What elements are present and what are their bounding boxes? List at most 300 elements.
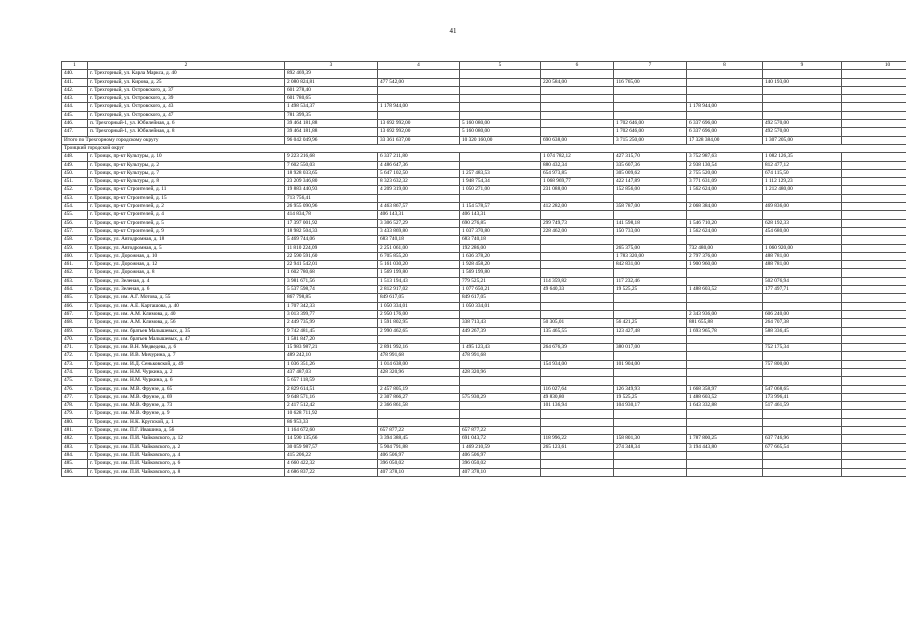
table-row — [62, 327, 906, 335]
amount-cell — [541, 460, 614, 468]
amount-cell: 1 037 370,80 — [460, 227, 541, 235]
amount-cell — [378, 377, 460, 385]
table-row — [62, 70, 906, 78]
row-number: 441. — [62, 78, 88, 86]
row-number: 444. — [62, 103, 88, 111]
amount-cell: 5 161 030,20 — [378, 261, 460, 269]
amount-cell — [460, 194, 541, 202]
row-number: 480. — [62, 418, 88, 426]
table-row — [62, 153, 906, 161]
amount-cell: 23 209 346,80 — [285, 178, 378, 186]
amount-cell — [842, 344, 906, 352]
amount-cell — [842, 352, 906, 360]
amount-cell — [842, 418, 906, 426]
table-row — [62, 211, 906, 219]
address-cell: г. Трехгорный, ул. Карла Маркса, д. 40 — [88, 70, 285, 78]
register-table — [61, 61, 906, 477]
amount-cell: 427 315,70 — [614, 153, 687, 161]
address-cell: г. Троицк, ул. Дорожная, д. 10 — [88, 252, 285, 260]
address-cell: г. Троицк, ул. им. П.И. Чайковского, д. 6 — [88, 460, 285, 468]
amount-cell — [378, 111, 460, 119]
amount-cell: 677 665,54 — [763, 443, 842, 451]
table-row — [62, 103, 906, 111]
amount-cell — [763, 468, 842, 476]
amount-cell — [763, 377, 842, 385]
row-number: 451. — [62, 178, 88, 186]
table-row — [62, 252, 906, 260]
amount-cell: 39 464 181,88 — [285, 128, 378, 136]
amount-cell: 1 112 129,23 — [763, 178, 842, 186]
amount-cell: 412 282,00 — [541, 203, 614, 211]
amount-cell: 50 305,01 — [541, 319, 614, 327]
amount-cell — [541, 211, 614, 219]
amount-cell — [541, 352, 614, 360]
amount-cell: 407 378,10 — [378, 468, 460, 476]
table-row — [62, 86, 906, 94]
amount-cell: 3 771 631,09 — [687, 178, 763, 186]
amount-cell — [460, 70, 541, 78]
amount-cell: 1 693 965,78 — [687, 327, 763, 335]
amount-cell: 657 877,22 — [460, 427, 541, 435]
address-cell: г. Троицк, пр-кт Культуры, д. 2 — [88, 161, 285, 169]
amount-cell: 335 607,36 — [614, 161, 687, 169]
amount-cell — [763, 451, 842, 459]
amount-cell: 17 328 384,00 — [687, 136, 763, 144]
amount-cell: 674 115,50 — [763, 169, 842, 177]
address-cell: г. Троицк, пр-кт Культуры, д. 10 — [88, 153, 285, 161]
row-number: 485. — [62, 460, 88, 468]
amount-cell — [460, 161, 541, 169]
amount-cell: 757 800,00 — [763, 360, 842, 368]
amount-cell: 1 928 458,20 — [460, 261, 541, 269]
table-row — [62, 335, 906, 343]
table-row — [62, 360, 906, 368]
total-label: Итого по Трехгорному городскому округу — [62, 136, 285, 144]
row-number: 466. — [62, 302, 88, 310]
row-number: 481. — [62, 427, 88, 435]
amount-cell: 2 251 061,00 — [378, 244, 460, 252]
amount-cell — [614, 310, 687, 318]
amount-cell — [614, 236, 687, 244]
amount-cell — [763, 111, 842, 119]
amount-cell: 30 059 987,57 — [285, 443, 378, 451]
amount-cell: 601 780,65 — [285, 95, 378, 103]
row-number: 469. — [62, 327, 88, 335]
amount-cell: 116 027,64 — [541, 385, 614, 393]
amount-cell — [614, 468, 687, 476]
amount-cell — [614, 294, 687, 302]
amount-cell — [541, 236, 614, 244]
amount-cell: 1 569 199,80 — [460, 269, 541, 277]
row-number: 453. — [62, 194, 88, 202]
address-cell: г. Трехгорный, ул. Островского, д. 39 — [88, 95, 285, 103]
address-cell: г. Троицк, ул. Автодромная, д. 5 — [88, 244, 285, 252]
amount-cell: 2 891 992,16 — [378, 344, 460, 352]
table-row — [62, 319, 906, 327]
table-row — [62, 95, 906, 103]
row-number: 477. — [62, 393, 88, 401]
amount-cell: 1 488 603,52 — [687, 286, 763, 294]
amount-cell — [763, 70, 842, 78]
amount-cell: 1 082 126,35 — [763, 153, 842, 161]
table-row — [62, 451, 906, 459]
amount-cell: 1 036 351,26 — [285, 360, 378, 368]
amount-cell — [842, 368, 906, 376]
amount-cell — [378, 95, 460, 103]
amount-cell — [763, 460, 842, 468]
amount-cell: 547 068,65 — [763, 385, 842, 393]
row-number: 482. — [62, 435, 88, 443]
amount-cell — [842, 335, 906, 343]
amount-cell: 469 836,00 — [763, 203, 842, 211]
amount-cell — [842, 443, 906, 451]
amount-cell: 9 223 216,68 — [285, 153, 378, 161]
table-row — [62, 169, 906, 177]
amount-cell: 3 981 671,56 — [285, 277, 378, 285]
amount-cell: 1 668 358,97 — [687, 385, 763, 393]
amount-cell — [842, 252, 906, 260]
amount-cell: 116 765,00 — [614, 78, 687, 86]
table-row — [62, 302, 906, 310]
row-number: 447. — [62, 128, 88, 136]
amount-cell: 6 337 696,00 — [687, 120, 763, 128]
amount-cell: 141 598,18 — [614, 219, 687, 227]
address-cell: г. Троицк, ул. им. П.И. Чайковского, д. 4 — [88, 451, 285, 459]
amount-cell: 1 495 123,43 — [460, 344, 541, 352]
amount-cell — [460, 78, 541, 86]
row-number: 474. — [62, 368, 88, 376]
amount-cell: 13 692 992,00 — [378, 120, 460, 128]
amount-cell: 96 042 049,96 — [285, 136, 378, 144]
row-number: 470. — [62, 335, 88, 343]
amount-cell — [460, 360, 541, 368]
amount-cell — [614, 451, 687, 459]
amount-cell — [842, 78, 906, 86]
amount-cell — [842, 385, 906, 393]
table-row — [62, 186, 906, 194]
amount-cell: 422 147,89 — [614, 178, 687, 186]
amount-cell — [763, 103, 842, 111]
table-row — [62, 203, 906, 211]
amount-cell — [842, 360, 906, 368]
header-row — [62, 62, 906, 70]
amount-cell: 1 469 210,59 — [460, 443, 541, 451]
amount-cell: 1 702 646,00 — [614, 120, 687, 128]
amount-cell: 3 013 399,77 — [285, 310, 378, 318]
row-number: 476. — [62, 385, 88, 393]
address-cell: г. Троицк, пр-кт Культуры, д. 7 — [88, 169, 285, 177]
amount-cell — [541, 451, 614, 459]
amount-cell — [687, 335, 763, 343]
amount-cell — [460, 385, 541, 393]
amount-cell: 2 950 176,00 — [378, 310, 460, 318]
amount-cell: 4 463 867,57 — [378, 203, 460, 211]
amount-cell: 880 432,34 — [541, 161, 614, 169]
amount-cell — [842, 294, 906, 302]
amount-cell: 1 178 944,00 — [687, 103, 763, 111]
amount-cell — [378, 70, 460, 78]
amount-cell: 849 617,05 — [460, 294, 541, 302]
amount-cell: 135 465,55 — [541, 327, 614, 335]
amount-cell: 2 068 384,00 — [687, 203, 763, 211]
amount-cell — [541, 377, 614, 385]
amount-cell: 449 267,39 — [460, 327, 541, 335]
amount-cell: 305 009,62 — [614, 169, 687, 177]
table-row — [62, 194, 906, 202]
amount-cell: 33 361 637,00 — [378, 136, 460, 144]
amount-cell: 10 320 160,00 — [460, 136, 541, 144]
column-header: 4 — [378, 62, 460, 70]
row-number: 448. — [62, 153, 88, 161]
amount-cell — [460, 418, 541, 426]
amount-cell: 9 648 571,16 — [285, 393, 378, 401]
amount-cell — [378, 335, 460, 343]
amount-cell: 177 497,71 — [763, 286, 842, 294]
amount-cell: 4 660 422,32 — [285, 460, 378, 468]
row-number: 486. — [62, 468, 88, 476]
amount-cell — [541, 111, 614, 119]
amount-cell: 1 488 603,52 — [687, 393, 763, 401]
amount-cell: 437 487,03 — [285, 368, 378, 376]
amount-cell — [842, 211, 906, 219]
amount-cell: 265 375,00 — [614, 244, 687, 252]
amount-cell: 406 143,31 — [378, 211, 460, 219]
column-header: 5 — [460, 62, 541, 70]
amount-cell — [763, 418, 842, 426]
amount-cell: 117 232,46 — [614, 277, 687, 285]
address-cell: г. Трехгорный, ул. Островского, д. 47 — [88, 111, 285, 119]
amount-cell: 406 506,97 — [378, 451, 460, 459]
table-row — [62, 352, 906, 360]
table-row — [62, 385, 906, 393]
section-row — [62, 144, 906, 152]
address-cell: г. Троицк, ул. Автодромная, д. 18 — [88, 236, 285, 244]
amount-cell — [763, 86, 842, 94]
amount-cell — [842, 236, 906, 244]
amount-cell: 158 801,30 — [614, 435, 687, 443]
amount-cell: 2 417 512,42 — [285, 402, 378, 410]
amount-cell — [614, 194, 687, 202]
amount-cell — [842, 327, 906, 335]
amount-cell — [842, 244, 906, 252]
amount-cell: 842 831,00 — [614, 261, 687, 269]
amount-cell — [763, 294, 842, 302]
amount-cell — [687, 111, 763, 119]
amount-cell — [541, 410, 614, 418]
table-row — [62, 393, 906, 401]
amount-cell: 415 206,22 — [285, 451, 378, 459]
amount-cell: 1 562 624,00 — [687, 186, 763, 194]
table-row — [62, 443, 906, 451]
address-cell: г. Троицк, ул. им. А.Е. Карташова, д. 40 — [88, 302, 285, 310]
amount-cell: 396 050,02 — [378, 460, 460, 468]
row-number: 442. — [62, 86, 88, 94]
row-number: 484. — [62, 451, 88, 459]
row-number: 460. — [62, 252, 88, 260]
amount-cell — [687, 194, 763, 202]
address-cell: г. Троицк, пр-кт Строителей, д. 11 — [88, 186, 285, 194]
amount-cell: 5 647 102,50 — [378, 169, 460, 177]
amount-cell — [687, 410, 763, 418]
table-row — [62, 236, 906, 244]
amount-cell: 86 953,33 — [285, 418, 378, 426]
amount-cell: 5 904 791,88 — [378, 443, 460, 451]
amount-cell — [842, 219, 906, 227]
amount-cell — [541, 335, 614, 343]
address-cell: г. Троицк, пр-кт Строителей, д. 2 — [88, 203, 285, 211]
amount-cell: 478 991,68 — [460, 352, 541, 360]
row-number: 452. — [62, 186, 88, 194]
amount-cell: 5 469 744,06 — [285, 236, 378, 244]
amount-cell: 101 904,00 — [614, 360, 687, 368]
amount-cell: 637 746,96 — [763, 435, 842, 443]
column-header: 6 — [541, 62, 614, 70]
amount-cell: 488 781,00 — [763, 261, 842, 269]
amount-cell — [842, 111, 906, 119]
amount-cell: 1 702 646,00 — [614, 128, 687, 136]
amount-cell: 152 856,00 — [614, 186, 687, 194]
amount-cell — [842, 402, 906, 410]
amount-cell — [541, 294, 614, 302]
amount-cell — [541, 95, 614, 103]
address-cell: г. Троицк, ул. Зеленая, д. 6 — [88, 286, 285, 294]
amount-cell: 6 337 696,00 — [687, 128, 763, 136]
amount-cell — [378, 86, 460, 94]
amount-cell: 1 212 480,00 — [763, 186, 842, 194]
row-number: 465. — [62, 294, 88, 302]
amount-cell — [614, 111, 687, 119]
amount-cell: 1 900 960,00 — [687, 261, 763, 269]
address-cell: г. Троицк, ул. им. М.В. Фрунзе, д. 73 — [88, 402, 285, 410]
amount-cell — [614, 460, 687, 468]
address-cell: г. Троицк, пр-кт Строителей, д. 5 — [88, 219, 285, 227]
amount-cell: 781 399,35 — [285, 111, 378, 119]
amount-cell — [763, 352, 842, 360]
amount-cell: 713 756,41 — [285, 194, 378, 202]
amount-cell — [842, 161, 906, 169]
amount-cell — [763, 427, 842, 435]
amount-cell — [842, 261, 906, 269]
row-number: 475. — [62, 377, 88, 385]
amount-cell: 140 193,00 — [763, 78, 842, 86]
amount-cell: 14 590 135,66 — [285, 435, 378, 443]
row-number: 478. — [62, 402, 88, 410]
amount-cell: 5 160 080,00 — [460, 120, 541, 128]
amount-cell: 1 307 205,00 — [763, 136, 842, 144]
amount-cell: 588 336,45 — [763, 327, 842, 335]
amount-cell: 1 164 672,60 — [285, 427, 378, 435]
amount-cell — [687, 368, 763, 376]
amount-cell: 454 680,00 — [763, 227, 842, 235]
amount-cell — [842, 286, 906, 294]
amount-cell — [842, 178, 906, 186]
amount-cell: 601 278,40 — [285, 86, 378, 94]
amount-cell: 192 286,00 — [460, 244, 541, 252]
amount-cell — [763, 335, 842, 343]
amount-cell: 18 982 504,33 — [285, 227, 378, 235]
row-number: 440. — [62, 70, 88, 78]
table-row — [62, 435, 906, 443]
amount-cell: 8 323 632,32 — [378, 178, 460, 186]
address-cell: г. Троицк, ул. Зеленая, д. 4 — [88, 277, 285, 285]
amount-cell — [763, 95, 842, 103]
amount-cell: 19 525,25 — [614, 286, 687, 294]
row-number: 454. — [62, 203, 88, 211]
amount-cell — [378, 418, 460, 426]
amount-cell — [842, 410, 906, 418]
amount-cell: 892 469,39 — [285, 70, 378, 78]
address-cell: г. Троицк, ул. им. М.В. Фрунзе, д. 69 — [88, 393, 285, 401]
amount-cell — [541, 310, 614, 318]
amount-cell: 1 257 483,53 — [460, 169, 541, 177]
amount-cell: 1 581 847,20 — [285, 335, 378, 343]
amount-cell: 1 591 802,95 — [378, 319, 460, 327]
amount-cell — [763, 368, 842, 376]
row-number: 457. — [62, 227, 88, 235]
amount-cell — [541, 244, 614, 252]
address-cell: г. Трехгорный, ул. Островского, д. 43 — [88, 103, 285, 111]
amount-cell — [614, 95, 687, 103]
amount-cell: 22 941 542,01 — [285, 261, 378, 269]
amount-cell: 2 343 936,00 — [687, 310, 763, 318]
amount-cell: 380 017,00 — [614, 344, 687, 352]
amount-cell — [687, 211, 763, 219]
amount-cell — [842, 319, 906, 327]
amount-cell: 299 749,73 — [541, 219, 614, 227]
amount-cell — [460, 377, 541, 385]
amount-cell — [763, 236, 842, 244]
amount-cell — [541, 261, 614, 269]
amount-cell: 1 562 624,00 — [687, 227, 763, 235]
amount-cell: 492 570,00 — [763, 120, 842, 128]
amount-cell: 1 948 754,34 — [460, 178, 541, 186]
row-number: 467. — [62, 310, 88, 318]
row-number: 461. — [62, 261, 88, 269]
table-row — [62, 161, 906, 169]
amount-cell: 3 194 443,80 — [687, 443, 763, 451]
table-body — [62, 62, 906, 477]
amount-cell: 690 276,85 — [460, 219, 541, 227]
amount-cell: 478 991,68 — [378, 352, 460, 360]
amount-cell: 517 461,59 — [763, 402, 842, 410]
amount-cell: 22 590 591,60 — [285, 252, 378, 260]
amount-cell: 407 378,10 — [460, 468, 541, 476]
amount-cell: 1 546 710,20 — [687, 219, 763, 227]
amount-cell — [842, 120, 906, 128]
amount-cell: 2 829 614,51 — [285, 385, 378, 393]
amount-cell — [614, 410, 687, 418]
address-cell: п. Трехгорный-1, ул. Юбилейная, д. 8 — [88, 128, 285, 136]
amount-cell: 1 077 650,21 — [460, 286, 541, 294]
row-number: 463. — [62, 277, 88, 285]
amount-cell: 118 996,22 — [541, 435, 614, 443]
amount-cell — [842, 427, 906, 435]
address-cell: г. Троицк, ул. Дорожная, д. 12 — [88, 261, 285, 269]
table-row — [62, 460, 906, 468]
page-number: 41 — [449, 27, 457, 35]
amount-cell: 114 359,82 — [541, 277, 614, 285]
amount-cell: 1 014 638,00 — [378, 360, 460, 368]
amount-cell — [614, 418, 687, 426]
amount-cell: 4 486 647,36 — [378, 161, 460, 169]
table-row — [62, 427, 906, 435]
amount-cell: 228 462,00 — [541, 227, 614, 235]
table-row — [62, 277, 906, 285]
amount-cell — [842, 277, 906, 285]
row-number: 462. — [62, 269, 88, 277]
amount-cell — [687, 344, 763, 352]
amount-cell: 2 797 376,00 — [687, 252, 763, 260]
